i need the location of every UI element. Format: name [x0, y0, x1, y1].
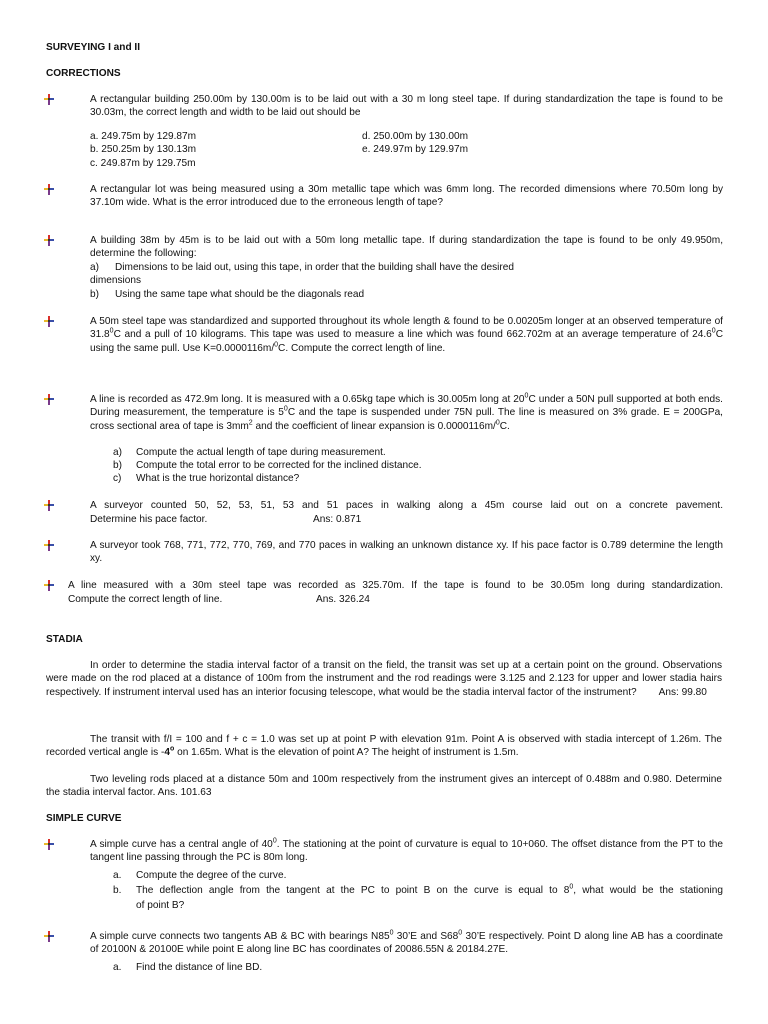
question-3-item-a-text: Dimensions to be laid out, using this tape, in order that the building shall have the desired: [115, 262, 514, 273]
question-2-text: A rectangular lot was being measured using a 30m metallic tape which was 6mm long. The recorded dimensions where 70.50m long by 37.10m wide. What is the error introduced due to the erroneous length of tape?: [90, 184, 723, 209]
section-heading-stadia: STADIA: [46, 634, 83, 645]
question-5-item-b-label: b): [113, 460, 122, 471]
option-d: d. 250.00m by 130.00m: [362, 131, 469, 142]
option-b: b. 250.25m by 130.13m: [90, 144, 197, 156]
question-1-options-right: [362, 130, 468, 157]
question-8-answer: Ans. 326.24: [316, 594, 370, 605]
arrow-bullet-icon: [44, 184, 55, 195]
curve-question-2-text: A simple curve connects two tangents AB & BC with bearings $N85^0$ 30’E and $S68^0$ 30’E respectively. Point D along line AB has a coordinate of 20100N & 20100E while point E along line BC has coordinates of 20086.55N & 20184.27E.: [90, 929, 724, 956]
page-title: SURVEYING I and II: [46, 42, 141, 53]
arrow-bullet-icon: [44, 540, 55, 551]
question-1-text: A rectangular building 250.00m by 130.00m is to be laid out with a 30 m long steel tape. If during standardization the tape is found to be 30.03m, the correct length and width to be laid out should be: [90, 94, 723, 119]
question-6-answer: Ans: 0.871: [313, 514, 362, 525]
option-a: a. 249.75m by 129.87m: [90, 131, 197, 142]
question-6-line-1: A surveyor counted 50, 52, 53, 51, 53 and 51 paces in walking along a 45m course laid out on a concrete pavement.: [90, 500, 723, 511]
question-5-item-c-text: What is the true horizontal distance?: [136, 473, 300, 484]
question-3-text: A building 38m by 45m is to be laid out with a 50m long metallic tape. If during standardization the tape is found to be only 49.950m, determine the following:: [90, 235, 723, 260]
curve-question-2-item-a-label: a.: [113, 962, 122, 973]
stadia-paragraph-3: Two leveling rods placed at a distance 50m and 100m respectively from the instrument gives an intercept of 0.488m and 0.980. Determine the stadia interval factor. Ans. 101.63: [46, 774, 722, 799]
arrow-bullet-icon: [44, 235, 55, 246]
question-5-item-a-text: Compute the actual length of tape during measurement.: [136, 447, 386, 458]
arrow-bullet-icon: [44, 94, 55, 105]
option-c: c. 249.87m by 129.75m: [90, 157, 196, 169]
question-5-item-b-text: Compute the total error to be corrected for the inclined distance.: [136, 460, 422, 471]
curve-question-1-item-a-text: Compute the degree of the curve.: [136, 870, 287, 881]
curve-question-1-item-a-label: a.: [113, 870, 122, 881]
question-8-line-1: A line measured with a 30m steel tape was recorded as 325.70m. If the tape is found to be 30.05m long during standardization.: [68, 580, 723, 591]
arrow-bullet-icon: [44, 931, 55, 942]
stadia-paragraph-1: In order to determine the stadia interval factor of a transit on the field, the transit was set up at a certain point on the ground. Observations were made on the rod placed at a distance of 100m from the instrument and the rod readings were 3.125 and 2.123 for upper and lower stadia hairs respectively. If instrument interval used has an interior focusing telescope, what would be the stadia interval factor of the instrument? Ans: 99.80: [46, 660, 722, 698]
question-5-item-c-label: c): [113, 473, 122, 484]
curve-question-1-item-b-continued: of point B?: [136, 900, 185, 911]
question-4-text: A 50m steel tape was standardized and supported throughout its whole length & found to be 0.00205m longer at an observed temperature of 31.8$^0$C and a pull of 10 kilograms. This tape was used to measure a line which was found 662.702m at an average temperature of 24.6$^0$C using the same pull. Use K=0.0000116m/$^0$C. Compute the correct length of line.: [90, 316, 723, 354]
question-1-options-left: [90, 130, 196, 170]
arrow-bullet-icon: [44, 839, 55, 850]
section-heading-simple-curve: SIMPLE CURVE: [46, 813, 122, 824]
curve-question-2-item-a-text: Find the distance of line BD.: [136, 962, 263, 973]
question-7-text: A surveyor took 768, 771, 772, 770, 769, and 770 paces in walking an unknown distance xy. If his pace factor is 0.789 determine the length xy.: [90, 540, 723, 565]
section-heading-corrections: CORRECTIONS: [46, 68, 121, 79]
question-3-item-a-label: a): [90, 262, 99, 273]
question-3-item-a-continued: dimensions: [90, 275, 142, 286]
question-6-line-2: Determine his pace factor.: [90, 514, 208, 525]
arrow-bullet-icon: [44, 394, 55, 405]
option-e: e. 249.97m by 129.97m: [362, 144, 469, 156]
question-3-item-b-label: b): [90, 289, 99, 300]
question-8-line-2: Compute the correct length of line.: [68, 594, 223, 605]
arrow-bullet-icon: [44, 316, 55, 327]
question-3-item-b-text: Using the same tape what should be the diagonals read: [115, 289, 365, 300]
curve-question-1-text: A simple curve has a central angle of $40^0$. The stationing at the point of curvature is equal to 10+060. The offset distance from the PT to the tangent line passing through the PC is 80m long.: [90, 837, 723, 864]
question-5-text: A line is recorded as 472.9m long. It is measured with a 0.65kg tape which is 30.005m long at $20^0C$ under a 50N pull supported at both ends. During measurement, the temperature is $5^0C$ and the tape is suspended under 75N pull. The line is measured on 3% grade. E = 200GPa, cross sectional area of tape is $3mm^2$ and the coefficient of linear expansion is 0.0000116m/$^0$C.: [90, 392, 723, 432]
arrow-bullet-icon: [44, 580, 55, 591]
curve-question-1-item-b-label: b.: [113, 885, 122, 896]
arrow-bullet-icon: [44, 500, 55, 511]
question-5-item-a-label: a): [113, 447, 122, 458]
curve-question-1-item-b-text: The deflection angle from the tangent at the PC to point B on the curve is equal to $8^0$, what would be the stationing: [136, 883, 723, 896]
stadia-paragraph-2: The transit with f/I = 100 and f + c = 1.0 was set up at point P with elevation 91m. Point A is observed with stadia intercept of 1.26m. The recorded vertical angle is -4$^o$ on 1.65m. What is the elevation of point A? The height of instrument is 1.5m.: [46, 734, 722, 759]
